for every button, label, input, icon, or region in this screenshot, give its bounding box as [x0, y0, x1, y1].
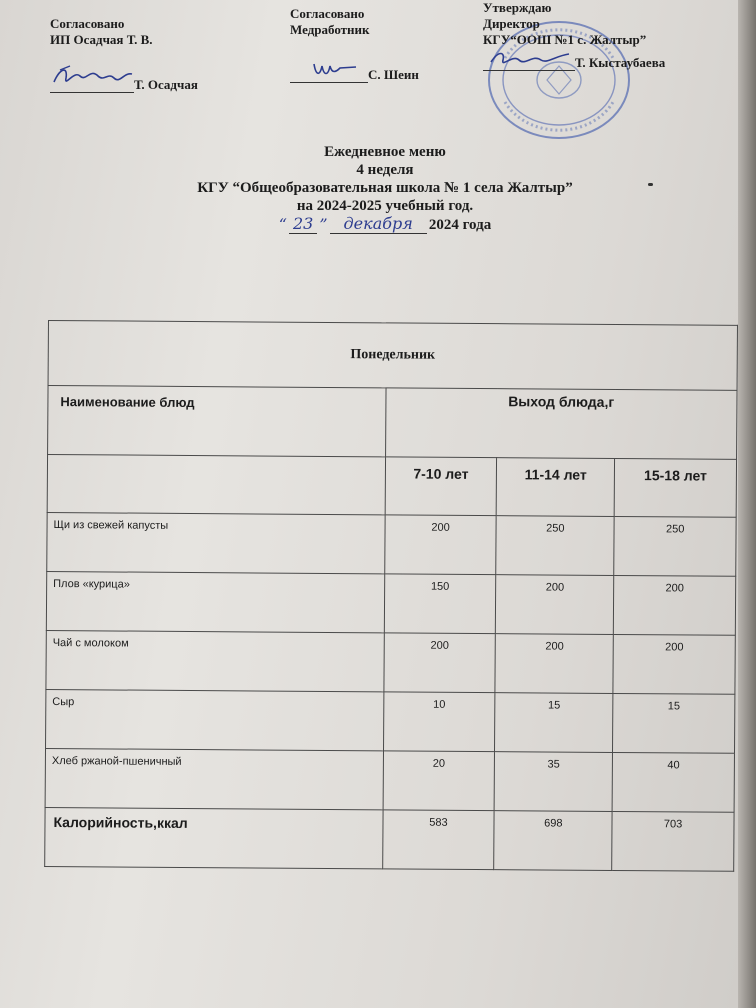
portion-15-18: 200: [613, 634, 735, 694]
portion-11-14: 200: [496, 575, 614, 635]
portion-11-14: 15: [495, 693, 613, 753]
approval-left-signer: Т. Осадчая: [134, 77, 198, 92]
heading-title: Ежедневное меню: [324, 144, 446, 160]
heading-school: КГУ “Общеобразовательная школа № 1 села Жалтыр”: [197, 180, 573, 196]
approval-right-sign-row: [483, 48, 665, 71]
menu-table: [44, 320, 738, 872]
signature-middle: [290, 56, 368, 83]
age-header: 7-10 лет: [385, 457, 497, 516]
age-header: 11-14 лет: [497, 458, 615, 517]
approval-right: [483, 0, 665, 71]
approval-middle-title: Согласовано: [290, 6, 365, 21]
age-row-blank: [47, 455, 385, 515]
portion-15-18: 15: [613, 693, 735, 753]
calories-row: [45, 807, 734, 871]
age-row: [47, 455, 736, 518]
header-row: [48, 386, 737, 460]
background-edge: [738, 0, 756, 1008]
calories-label: Калорийность,ккал: [45, 807, 383, 868]
ink-dot: [648, 183, 653, 186]
age-header: 15-18 лет: [614, 458, 736, 517]
table-row: [46, 630, 735, 694]
portion-7-10: 10: [383, 692, 495, 752]
dish-name: Щи из свежей капусты: [47, 512, 385, 573]
portion-7-10: 20: [383, 751, 495, 811]
table-row: [45, 748, 734, 812]
approval-right-org: КГУ“ООШ №1 с. Жалтыр”: [483, 32, 647, 47]
table-row: [47, 512, 736, 576]
approval-right-title: Утверждаю: [483, 0, 552, 15]
date-year: 2024 года: [428, 217, 492, 233]
dish-name: Сыр: [46, 689, 384, 750]
day-cell: Понедельник: [48, 321, 737, 391]
portion-11-14: 200: [495, 634, 613, 694]
date-close-quote: ”: [319, 215, 328, 234]
portion-7-10: 200: [384, 633, 496, 693]
approval-middle: [290, 6, 419, 83]
approval-middle-sign-row: [290, 56, 419, 83]
portion-7-10: 150: [384, 574, 496, 634]
approval-left-org: ИП Осадчая Т. В.: [50, 32, 153, 47]
signature-left: [50, 62, 134, 93]
portion-7-10: 200: [384, 515, 496, 575]
portion-11-14: 35: [494, 752, 612, 812]
heading-week: 4 неделя: [356, 162, 414, 178]
date-day: 23: [289, 215, 317, 234]
heading-year: на 2024-2025 учебный год.: [296, 198, 474, 214]
approval-right-signer: Т. Кыстаубаева: [575, 55, 666, 70]
approval-middle-signer: С. Шеин: [368, 67, 419, 82]
date-open-quote: “: [278, 215, 287, 234]
signature-right: [483, 48, 575, 71]
table-row: [46, 571, 735, 635]
calories-11-14: 698: [494, 811, 612, 871]
approval-middle-role: Медработник: [290, 22, 370, 37]
day-row: [48, 321, 737, 391]
portion-15-18: 250: [614, 516, 736, 576]
dish-name: Чай с молоком: [46, 630, 384, 691]
portion-11-14: 250: [496, 516, 614, 576]
portion-15-18: 40: [612, 752, 734, 812]
approval-right-role: Директор: [483, 16, 540, 31]
calories-7-10: 583: [382, 810, 494, 870]
approval-left: [50, 16, 198, 93]
heading-date: [160, 215, 610, 235]
date-month: декабря: [330, 215, 427, 234]
dish-name: Хлеб ржаной-пшеничный: [45, 748, 383, 809]
approval-left-sign-row: [50, 62, 198, 93]
approval-left-title: Согласовано: [50, 16, 125, 31]
table-row: [46, 689, 735, 753]
dish-name: Плов «курица»: [46, 571, 384, 632]
document-heading: [160, 143, 610, 235]
col-header-name: Наименование блюд: [48, 386, 386, 457]
portion-15-18: 200: [614, 575, 736, 635]
calories-15-18: 703: [612, 811, 734, 871]
col-header-output: Выход блюда,г: [385, 388, 737, 459]
